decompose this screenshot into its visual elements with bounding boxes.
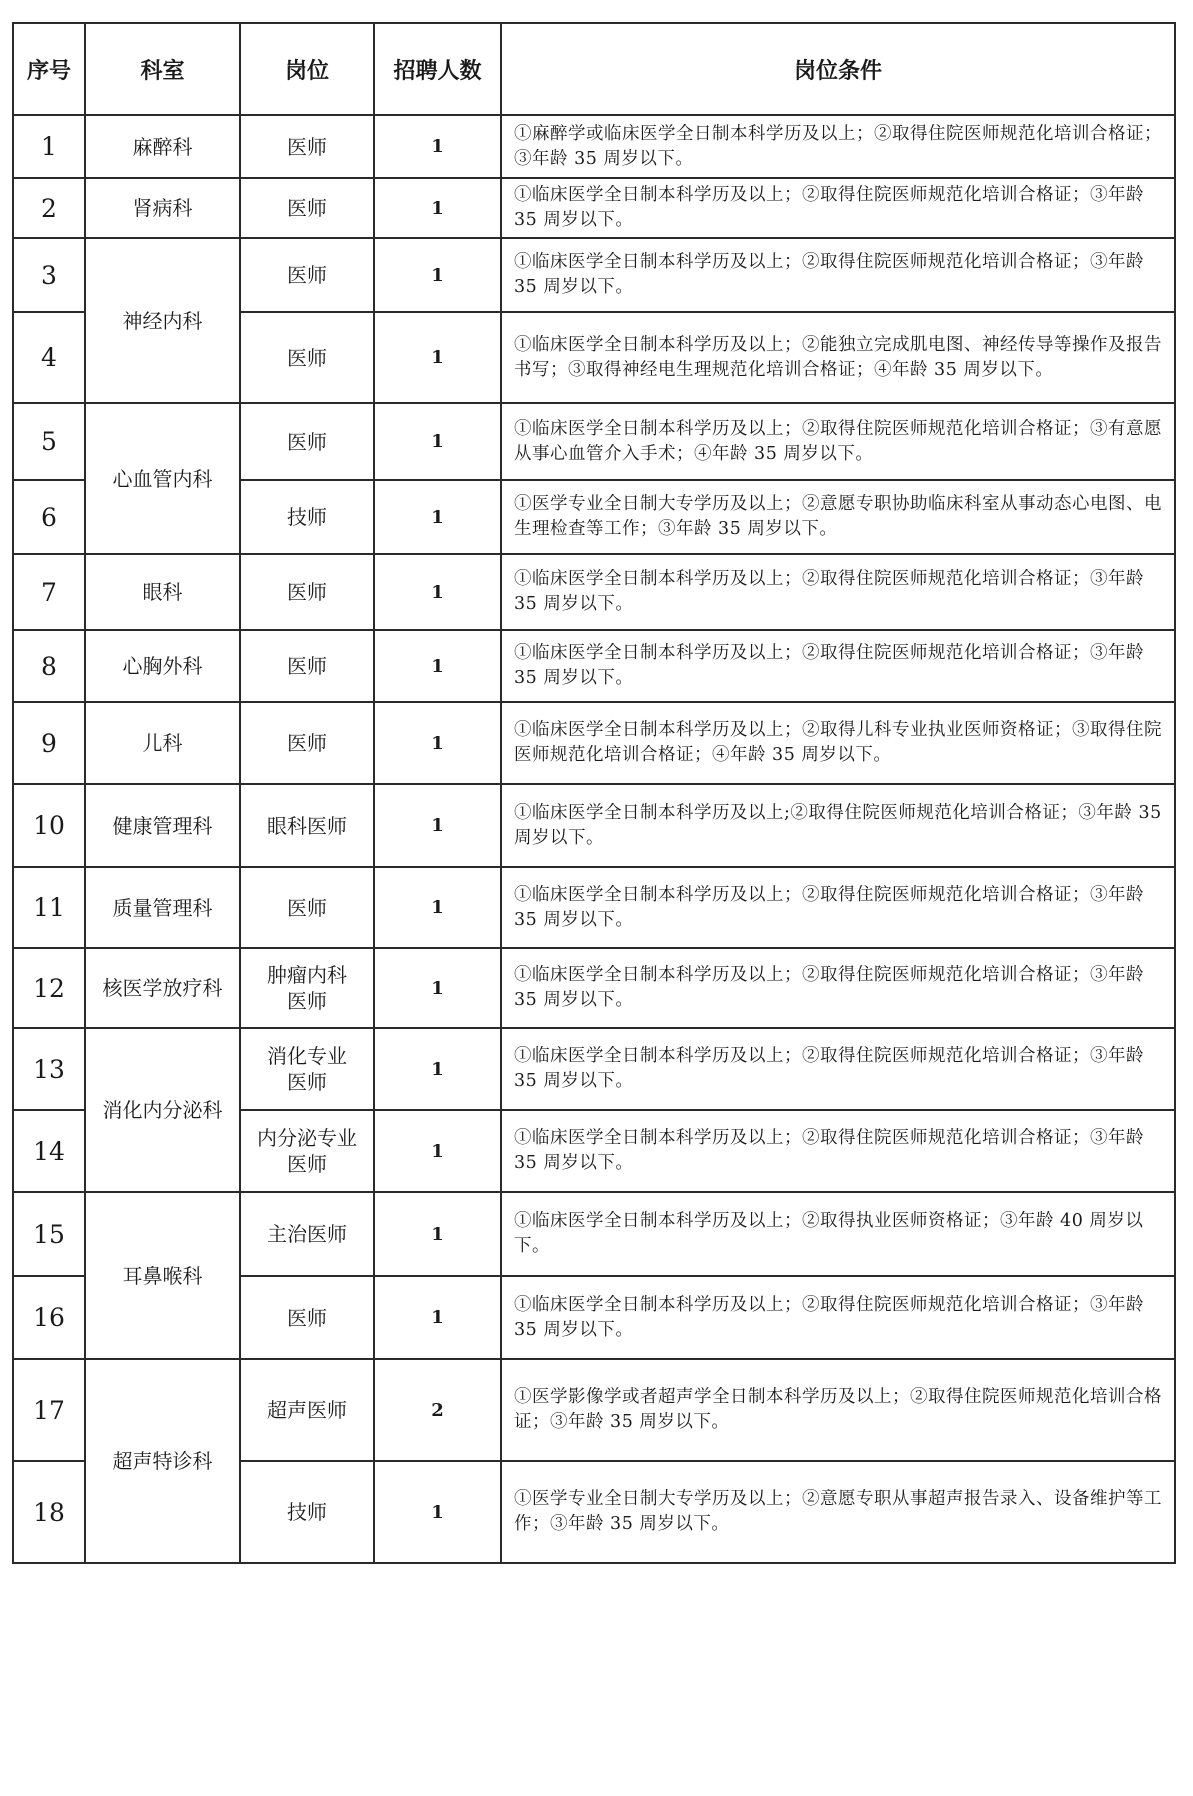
row-post-line: 超声医师 xyxy=(267,1398,347,1422)
table-row xyxy=(13,238,1175,312)
row-conditions: ①临床医学全日制本科学历及以上；②取得执业医师资格证；③年龄 40 周岁以下。 xyxy=(501,1192,1175,1276)
row-conditions: ①临床医学全日制本科学历及以上；②取得住院医师规范化培训合格证；③年龄 35 周岁以下。 xyxy=(501,867,1175,948)
row-seq: 5 xyxy=(13,403,85,480)
row-count: 1 xyxy=(374,702,501,784)
header-count: 招聘人数 xyxy=(374,23,501,115)
row-seq: 10 xyxy=(13,784,85,867)
row-post xyxy=(240,630,374,702)
table-row xyxy=(13,115,1175,178)
row-post xyxy=(240,403,374,480)
row-dept: 健康管理科 xyxy=(85,784,240,867)
row-count: 1 xyxy=(374,784,501,867)
row-dept: 肾病科 xyxy=(85,178,240,238)
row-post xyxy=(240,1192,374,1276)
row-dept: 超声特诊科 xyxy=(85,1359,240,1563)
row-count: 1 xyxy=(374,1192,501,1276)
row-count: 1 xyxy=(374,178,501,238)
row-dept: 消化内分泌科 xyxy=(85,1028,240,1192)
row-seq: 18 xyxy=(13,1461,85,1563)
row-count: 1 xyxy=(374,948,501,1028)
row-post-line: 医师 xyxy=(287,196,327,220)
row-post-line: 医师 xyxy=(287,580,327,604)
row-conditions: ①临床医学全日制本科学历及以上；②取得住院医师规范化培训合格证；③年龄 35 周岁以下。 xyxy=(501,948,1175,1028)
row-post-line: 主治医师 xyxy=(267,1222,347,1246)
row-post xyxy=(240,178,374,238)
row-dept: 质量管理科 xyxy=(85,867,240,948)
header-conditions: 岗位条件 xyxy=(501,23,1175,115)
row-seq: 9 xyxy=(13,702,85,784)
row-conditions: ①临床医学全日制本科学历及以上；②取得儿科专业执业医师资格证；③取得住院医师规范化培训合格证；④年龄 35 周岁以下。 xyxy=(501,702,1175,784)
row-seq: 13 xyxy=(13,1028,85,1110)
row-conditions: ①临床医学全日制本科学历及以上；②取得住院医师规范化培训合格证；③年龄 35 周岁以下。 xyxy=(501,178,1175,238)
row-post xyxy=(240,554,374,630)
row-dept: 麻醉科 xyxy=(85,115,240,178)
row-seq: 16 xyxy=(13,1276,85,1359)
table-row xyxy=(13,784,1175,867)
row-count: 1 xyxy=(374,1110,501,1192)
row-post-line: 医师 xyxy=(287,1070,327,1094)
row-seq: 4 xyxy=(13,312,85,403)
header-post: 岗位 xyxy=(240,23,374,115)
header-dept: 科室 xyxy=(85,23,240,115)
row-post-line: 医师 xyxy=(287,429,327,454)
row-count: 1 xyxy=(374,554,501,630)
row-post xyxy=(240,1276,374,1359)
row-post xyxy=(240,702,374,784)
row-seq: 1 xyxy=(13,115,85,178)
row-post-line: 医师 xyxy=(287,1305,327,1330)
row-seq: 14 xyxy=(13,1110,85,1192)
row-post-line: 医师 xyxy=(287,1152,327,1176)
row-post-line: 医师 xyxy=(287,263,327,287)
row-post-line: 消化专业 xyxy=(267,1044,347,1068)
row-conditions: ①临床医学全日制本科学历及以上；②能独立完成肌电图、神经传导等操作及报告书写；③取得神经电生理规范化培训合格证；④年龄 35 周岁以下。 xyxy=(501,312,1175,403)
row-post xyxy=(240,312,374,403)
table-row xyxy=(13,630,1175,702)
row-post-line: 内分泌专业 xyxy=(257,1126,357,1150)
row-count: 1 xyxy=(374,1461,501,1563)
row-conditions: ①临床医学全日制本科学历及以上；②取得住院医师规范化培训合格证；③年龄 35 周岁以下。 xyxy=(501,238,1175,312)
row-count: 1 xyxy=(374,867,501,948)
recruitment-table xyxy=(12,22,1176,1564)
row-post xyxy=(240,1359,374,1461)
row-post xyxy=(240,784,374,867)
header-seq: 序号 xyxy=(13,23,85,115)
row-post xyxy=(240,238,374,312)
row-conditions: ①临床医学全日制本科学历及以上；②取得住院医师规范化培训合格证；③年龄 35 周岁以下。 xyxy=(501,1276,1175,1359)
row-post-line: 医师 xyxy=(287,731,327,755)
row-dept: 儿科 xyxy=(85,702,240,784)
row-conditions: ①麻醉学或临床医学全日制本科学历及以上；②取得住院医师规范化培训合格证；③年龄 35 周岁以下。 xyxy=(501,115,1175,178)
table-row xyxy=(13,867,1175,948)
row-conditions: ①医学影像学或者超声学全日制本科学历及以上；②取得住院医师规范化培训合格证；③年龄 35 周岁以下。 xyxy=(501,1359,1175,1461)
row-post-line: 肿瘤内科 xyxy=(267,963,347,987)
row-count: 1 xyxy=(374,403,501,480)
row-conditions: ①临床医学全日制本科学历及以上；②取得住院医师规范化培训合格证；③年龄 35 周岁以下。 xyxy=(501,1028,1175,1110)
row-count: 1 xyxy=(374,1276,501,1359)
row-seq: 8 xyxy=(13,630,85,702)
row-count: 1 xyxy=(374,312,501,403)
row-seq: 6 xyxy=(13,480,85,554)
table-row xyxy=(13,702,1175,784)
row-post-line: 医师 xyxy=(287,345,327,370)
table-row xyxy=(13,403,1175,480)
row-count: 1 xyxy=(374,115,501,178)
table-row xyxy=(13,1028,1175,1110)
row-post xyxy=(240,1028,374,1110)
row-seq: 7 xyxy=(13,554,85,630)
table-row xyxy=(13,554,1175,630)
row-conditions: ①临床医学全日制本科学历及以上；②取得住院医师规范化培训合格证；③年龄 35 周岁以下。 xyxy=(501,1110,1175,1192)
row-count: 1 xyxy=(374,630,501,702)
row-post-line: 技师 xyxy=(287,1500,327,1524)
row-count: 2 xyxy=(374,1359,501,1461)
row-post xyxy=(240,480,374,554)
table-header-row xyxy=(13,23,1175,115)
row-conditions: ①医学专业全日制大专学历及以上；②意愿专职协助临床科室从事动态心电图、电生理检查等工作；③年龄 35 周岁以下。 xyxy=(501,480,1175,554)
row-seq: 12 xyxy=(13,948,85,1028)
row-post xyxy=(240,115,374,178)
row-post-line: 医师 xyxy=(287,654,327,678)
table-body xyxy=(13,115,1175,1563)
row-seq: 11 xyxy=(13,867,85,948)
row-dept: 眼科 xyxy=(85,554,240,630)
row-post xyxy=(240,948,374,1028)
row-conditions: ①临床医学全日制本科学历及以上；②取得住院医师规范化培训合格证；③有意愿从事心血管介入手术；④年龄 35 周岁以下。 xyxy=(501,403,1175,480)
table-row xyxy=(13,948,1175,1028)
row-dept: 神经内科 xyxy=(85,238,240,403)
row-seq: 15 xyxy=(13,1192,85,1276)
row-dept: 核医学放疗科 xyxy=(85,948,240,1028)
row-post xyxy=(240,1461,374,1563)
row-seq: 3 xyxy=(13,238,85,312)
row-post-line: 技师 xyxy=(287,505,327,529)
table-row xyxy=(13,1192,1175,1276)
row-count: 1 xyxy=(374,480,501,554)
table-row xyxy=(13,1359,1175,1461)
row-conditions: ①临床医学全日制本科学历及以上；②取得住院医师规范化培训合格证；③年龄 35 周岁以下。 xyxy=(501,630,1175,702)
row-post xyxy=(240,867,374,948)
row-seq: 17 xyxy=(13,1359,85,1461)
table-row xyxy=(13,178,1175,238)
row-seq: 2 xyxy=(13,178,85,238)
row-dept: 耳鼻喉科 xyxy=(85,1192,240,1359)
row-post-line: 眼科医师 xyxy=(267,813,347,838)
row-count: 1 xyxy=(374,238,501,312)
row-dept: 心胸外科 xyxy=(85,630,240,702)
row-dept: 心血管内科 xyxy=(85,403,240,554)
row-post xyxy=(240,1110,374,1192)
row-conditions: ①医学专业全日制大专学历及以上；②意愿专职从事超声报告录入、设备维护等工作；③年龄 35 周岁以下。 xyxy=(501,1461,1175,1563)
row-conditions: ①临床医学全日制本科学历及以上；②取得住院医师规范化培训合格证；③年龄 35 周岁以下。 xyxy=(501,554,1175,630)
row-conditions: ①临床医学全日制本科学历及以上;②取得住院医师规范化培训合格证；③年龄 35 周岁以下。 xyxy=(501,784,1175,867)
row-post-line: 医师 xyxy=(287,134,327,159)
row-post-line: 医师 xyxy=(287,989,327,1013)
row-post-line: 医师 xyxy=(287,895,327,920)
recruitment-table-page xyxy=(12,22,1174,1564)
row-count: 1 xyxy=(374,1028,501,1110)
